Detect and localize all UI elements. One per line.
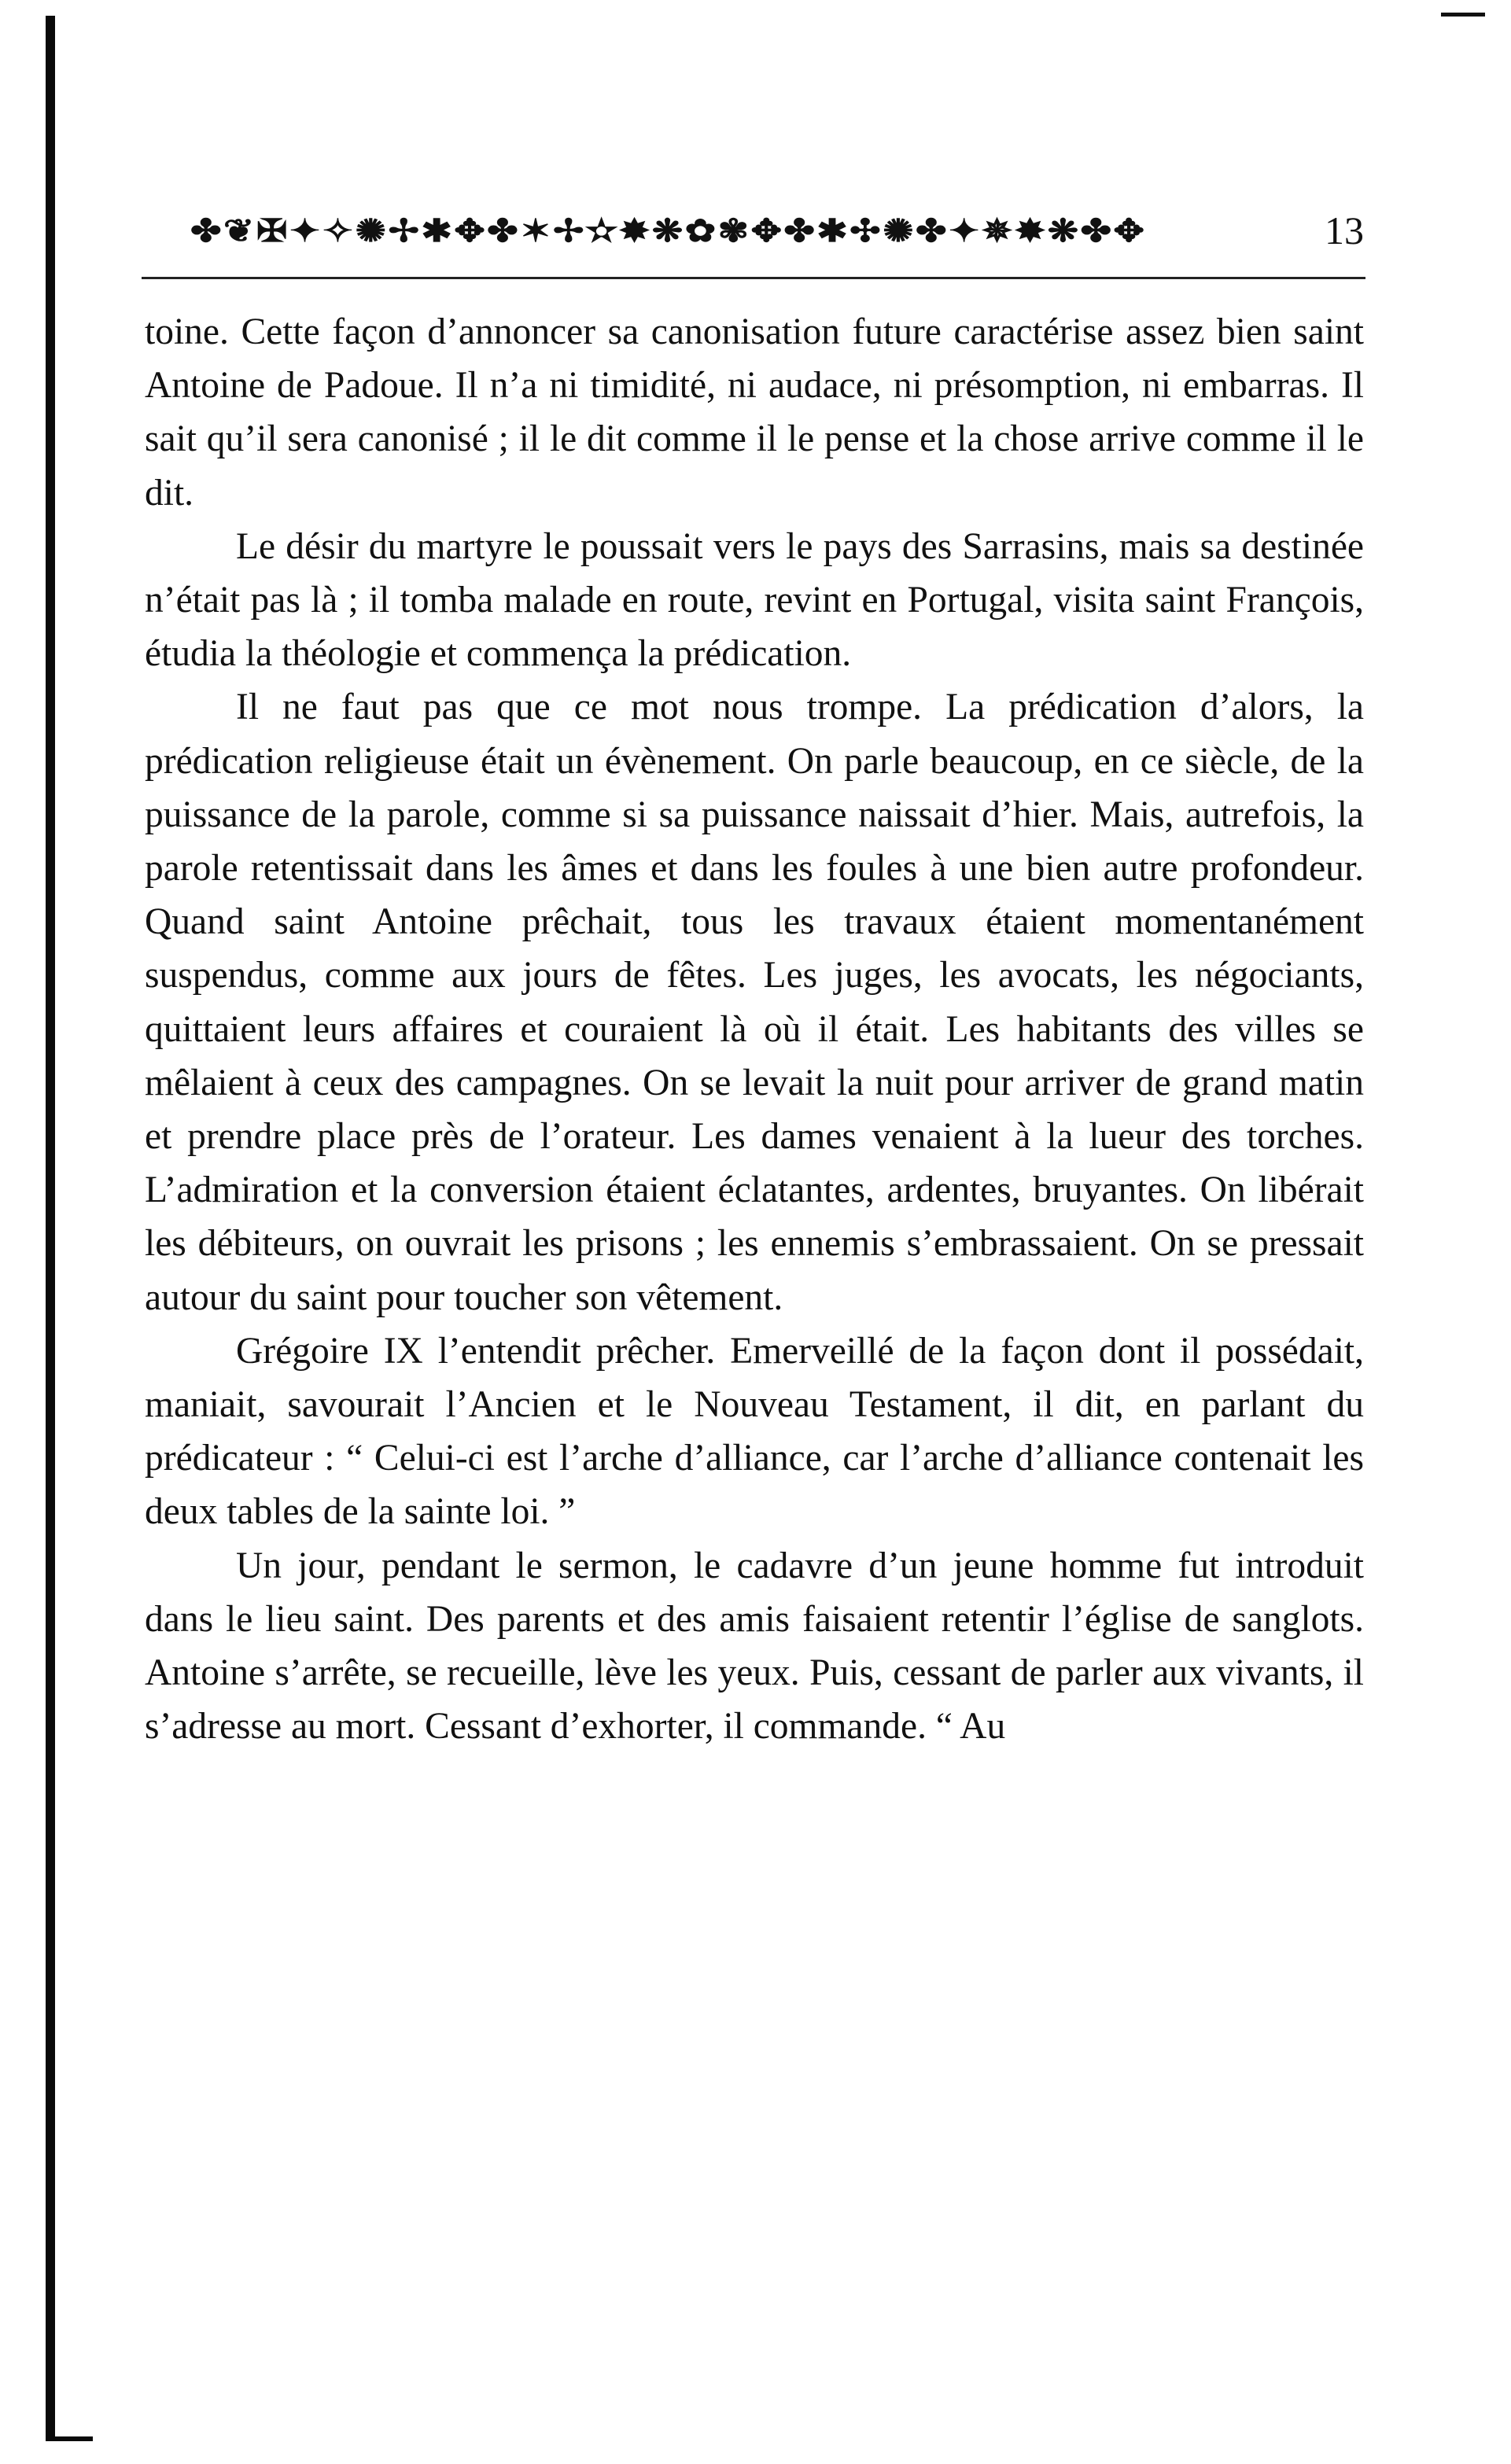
running-title-ornament: ✤❦✠✦✧✺✢✱✥✤✶✢✫✸❋✿✾✥✤✱✣✺✤✦✵✸❋✤✥ bbox=[190, 213, 1147, 249]
page-spine-shadow bbox=[46, 16, 55, 2438]
text-body bbox=[145, 305, 1364, 1753]
paragraph-continued: toine. Cette façon d’annoncer sa canonisation future caractérise assez bien saint Antoine de Padoue. Il n’a ni timidité, ni audace, ni présomption, ni embarras. Il sait qu’il sera canonisé ; il le dit comme il le pense et la chose arrive comme il le dit. bbox=[145, 311, 1364, 514]
paragraph: Le désir du martyre le poussait vers le pays des Sarrasins, mais sa destinée n’était pas là ; il tomba malade en route, revint en Portugal, visita saint François, étudia la théologie et commença la prédication. bbox=[145, 525, 1364, 675]
paragraph: Grégoire IX l’entendit prêcher. Emerveillé de la façon dont il possédait, maniait, savourait l’Ancien et le Nouveau Testament, il dit, en parlant du prédicateur : “ Celui-ci est l’arche d’alliance, car l’arche d’alliance contenait les deux tables de la sainte loi. ” bbox=[145, 1330, 1364, 1533]
running-header bbox=[190, 203, 1364, 258]
corner-mark bbox=[1441, 13, 1485, 17]
paragraph: Un jour, pendant le sermon, le cadavre d’un jeune homme fut introduit dans le lieu saint. Des parents et des amis faisaient retentir l’église de sanglots. Antoine s’arrête, se recueille, lève les yeux. Puis, cessant de parler aux vivants, il s’adresse au mort. Cessant d’exhorter, il commande. “ Au bbox=[145, 1545, 1364, 1748]
paragraph: Il ne faut pas que ce mot nous trompe. La prédication d’alors, la prédication religieuse était un évènement. On parle beaucoup, en ce siècle, de la puissance de la parole, comme si sa puissance naissait d’hier. Mais, autrefois, la parole retentissait dans les âmes et dans les foules à une bien autre profondeur. Quand saint Antoine prêchait, tous les travaux étaient momentanément suspendus, comme aux jours de fêtes. Les juges, les avocats, les négociants, quittaient leurs affaires et couraient là où il était. Les habitants des villes se mêlaient à ceux des campagnes. On se levait la nuit pour arriver de grand matin et prendre place près de l’orateur. Les dames venaient à la lueur des torches. L’admiration et la conversion étaient éclatantes, ardentes, bruyantes. On libérait les débiteurs, on ouvrait les prisons ; les ennemis s’embrassaient. On se pressait autour du saint pour toucher son vêtement. bbox=[145, 687, 1364, 1318]
header-rule bbox=[142, 277, 1365, 279]
page-number: 13 bbox=[1325, 208, 1364, 252]
page-spine-foot bbox=[46, 2436, 93, 2441]
